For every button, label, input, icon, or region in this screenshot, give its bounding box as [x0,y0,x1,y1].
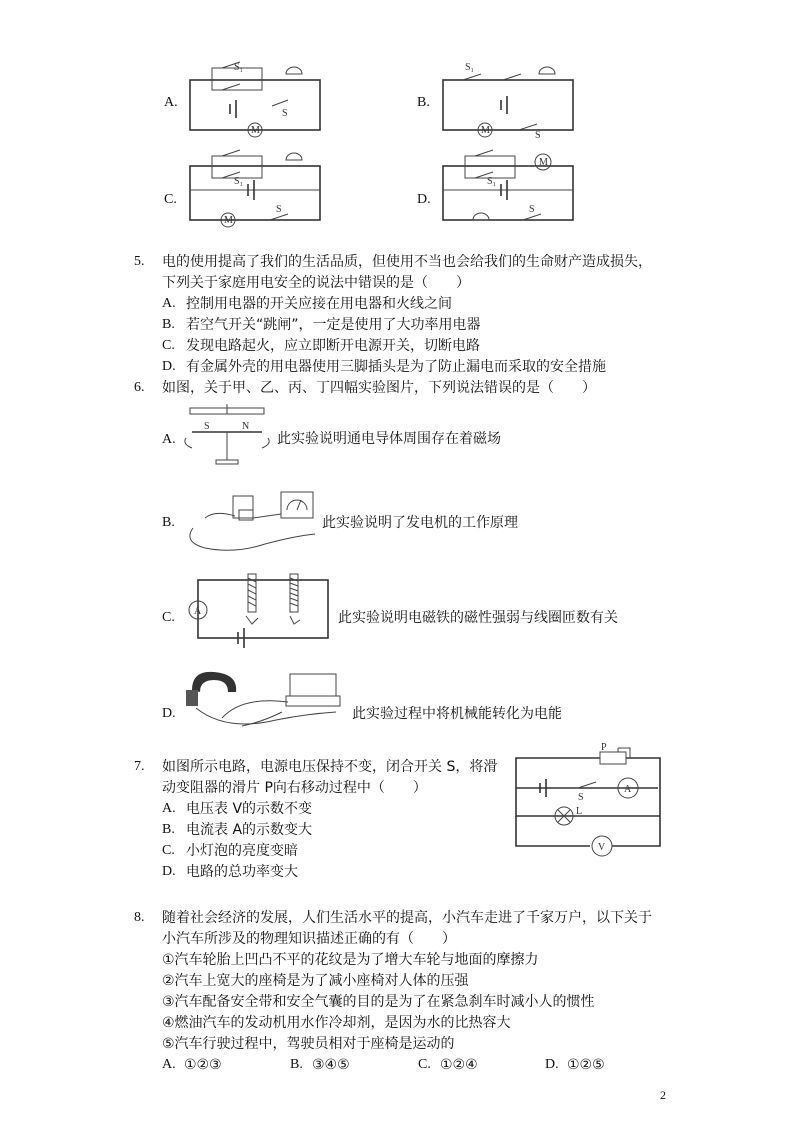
option-text: ①②④ [440,1057,478,1073]
switch-s-label: S [282,108,288,119]
question-stem-line2: 动变阻器的滑片 P向右移动过程中（ ） [162,780,427,796]
electromagnet-experiment-figure [182,568,332,650]
motor-label: M [481,125,490,136]
voltmeter-label: V [598,842,606,853]
option-text: 小灯泡的亮度变暗 [186,843,298,859]
question-stem-line1: 电的使用提高了我们的生活品质，但使用不当也会给我们的生命财产造成损失， [162,254,652,270]
option-text: 此实验说明了发电机的工作原理 [322,515,518,531]
circuit-diagram-a [190,62,325,137]
oersted-experiment-figure [182,402,272,468]
option-label: A. [162,296,176,311]
option-text: 若空气开关“跳闸”，一定是使用了大功率用电器 [186,317,481,333]
slider-p-label: P [601,742,607,753]
ammeter-label: A [624,784,632,795]
page-number: 2 [660,1088,666,1102]
statement-2: ②汽车上宽大的座椅是为了减小座椅对人体的压强 [162,973,469,989]
generator-experiment-figure [185,488,320,556]
option-text: 此实验说明通电导体周围存在着磁场 [277,431,501,447]
option-label: C. [162,610,175,625]
motor-label: M [251,125,260,136]
option-text: 此实验说明电磁铁的磁性强弱与线圈匝数有关 [338,610,618,626]
switch-s-label: S [535,130,541,141]
pole-n-label: N [242,421,250,432]
ammeter-label: A [194,606,202,617]
option-label: B. [290,1057,303,1072]
option-label: A. [164,95,178,110]
option-text: 有金属外壳的用电器使用三脚插头是为了防止漏电而采取的安全措施 [186,359,606,375]
option-label: A. [162,801,176,816]
circuit-diagram-d [443,150,578,230]
option-label: B. [417,95,430,110]
option-label: D. [417,192,431,207]
question-number: 8. [134,910,145,925]
option-text: ①②⑤ [567,1057,605,1073]
option-label: A. [162,432,176,447]
option-label: C. [164,192,177,207]
switch-s-label: S [578,792,584,803]
question-number: 7. [134,759,145,774]
statement-3: ③汽车配备安全带和安全气囊的目的是为了在紧急刹车时减小人的惯性 [162,994,595,1010]
question-stem-line2: 下列关于家庭用电安全的说法中错误的是（ ） [162,275,470,291]
motor-experiment-figure [182,668,350,736]
option-label: A. [162,1057,176,1072]
switch-s1-label: S₁ [465,62,475,73]
option-label: D. [162,864,176,879]
option-label: C. [162,843,175,858]
option-label: B. [162,317,175,332]
option-text: 控制用电器的开关应接在用电器和火线之间 [186,296,452,312]
statement-4: ④燃油汽车的发动机用水作冷却剂，是因为水的比热容大 [162,1015,511,1031]
motor-label: M [539,157,548,168]
statement-1: ①汽车轮胎上凹凸不平的花纹是为了增大车轮与地面的摩擦力 [162,952,539,968]
question-stem-line2: 小汽车所涉及的物理知识描述正确的有（ ） [162,931,456,947]
circuit-diagram-b [443,62,578,141]
question-number: 6. [134,380,145,395]
lamp-label: L [576,806,583,817]
pole-s-label: S [204,421,210,432]
option-text: ①②③ [184,1057,222,1073]
switch-s1-label: S₁ [487,176,497,187]
q7-circuit-diagram [508,742,673,860]
question-stem-line1: 随着社会经济的发展，人们生活水平的提高，小汽车走进了千家万户，以下关于 [162,910,652,926]
option-label: D. [162,706,176,721]
switch-s-label: S [529,204,535,215]
option-label: C. [162,338,175,353]
switch-s-label: S [276,204,282,215]
option-text: 电路的总功率变大 [186,864,298,880]
statement-5: ⑤汽车行驶过程中，驾驶员相对于座椅是运动的 [162,1036,455,1052]
option-label: D. [545,1057,559,1072]
circuit-diagram-c [190,150,325,230]
option-text: ③④⑤ [312,1057,350,1073]
switch-s1-label: S₁ [234,176,244,187]
motor-label: M [224,215,233,226]
option-text: 发现电路起火，应立即断开电源开关，切断电路 [186,338,480,354]
option-text: 电压表 V的示数不变 [186,801,313,817]
option-label: B. [162,515,175,530]
option-text: 此实验过程中将机械能转化为电能 [352,706,562,722]
switch-s1-label: S₁ [234,62,244,73]
option-label: D. [162,359,176,374]
question-number: 5. [134,254,145,269]
option-label: C. [418,1057,431,1072]
question-stem-line1: 如图所示电路，电源电压保持不变，闭合开关 S，将滑 [162,759,498,775]
question-stem: 如图，关于甲、乙、丙、丁四幅实验图片，下列说法错误的是（ ） [162,380,596,396]
option-text: 电流表 A的示数变大 [186,822,313,838]
option-label: B. [162,822,175,837]
